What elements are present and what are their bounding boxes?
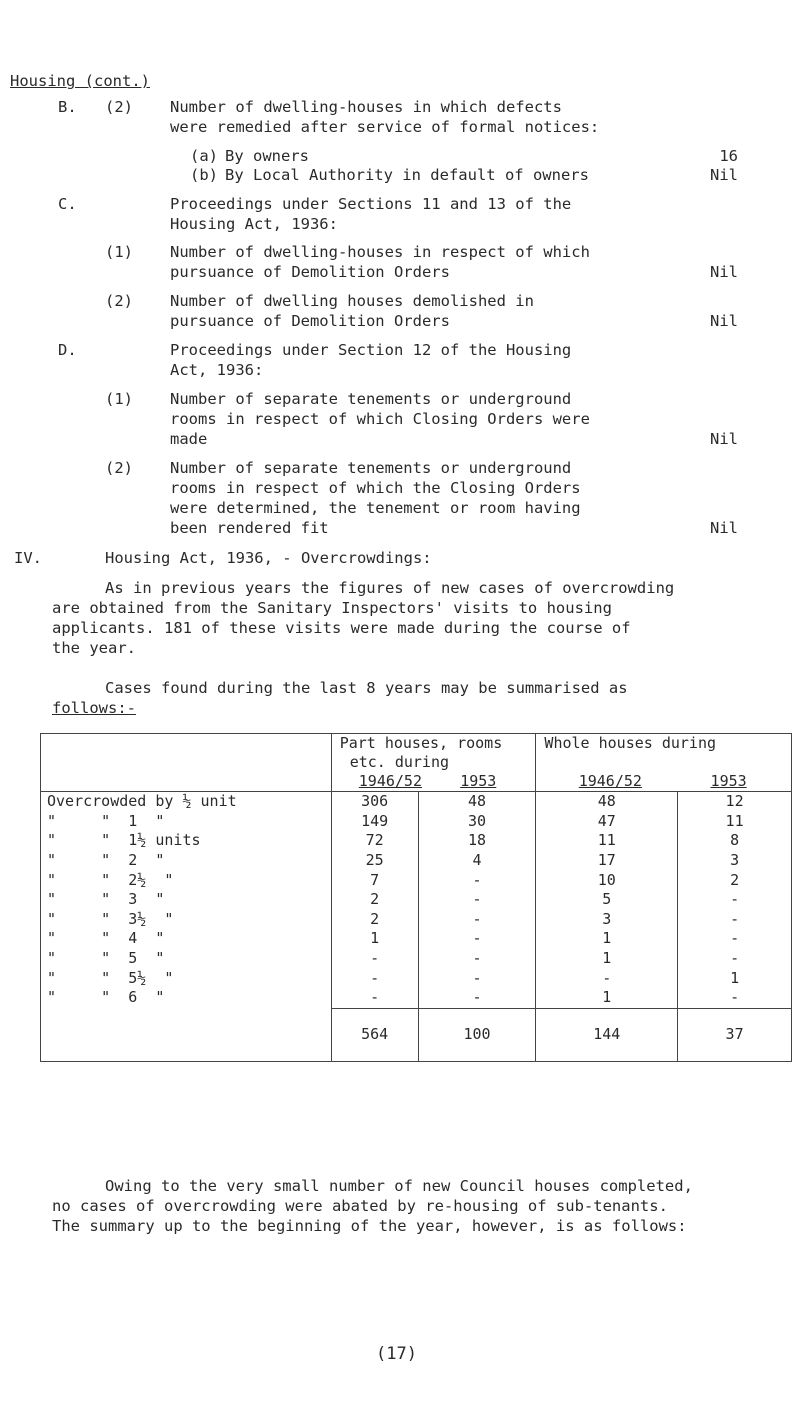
table-cell: 1 — [536, 929, 678, 949]
sub-label: (b) — [190, 166, 218, 184]
table-cell: - — [678, 910, 792, 930]
table-row — [41, 831, 792, 851]
table-cell: - — [678, 890, 792, 910]
total-cell: 564 — [331, 1008, 418, 1061]
table-row — [41, 929, 792, 949]
table-cell: - — [418, 870, 536, 890]
text-line: Number of separate tenements or underground — [170, 459, 572, 477]
paragraph-line: Cases found during the last 8 years may be summarised as — [105, 679, 628, 697]
table-cell: - — [536, 968, 678, 988]
column-header-year: 1953 — [460, 772, 497, 790]
row-label: " " 2 " — [41, 851, 332, 871]
table-cell: 3 — [536, 910, 678, 930]
value: Nil — [710, 430, 738, 448]
table-cell: - — [331, 949, 418, 969]
column-header-year: 1946/52 — [358, 772, 422, 790]
table-cell: 306 — [331, 792, 418, 812]
table-cell: - — [418, 929, 536, 949]
paragraph-line: As in previous years the figures of new cases of overcrowding — [105, 579, 675, 597]
text-line: were remedied after service of formal notices: — [170, 118, 600, 136]
text-line: made — [170, 430, 208, 448]
total-cell: 144 — [536, 1008, 678, 1061]
table-cell: 4 — [418, 851, 536, 871]
table-cell: 8 — [678, 831, 792, 851]
table-cell: 7 — [331, 870, 418, 890]
text-line: pursuance of Demolition Orders — [170, 263, 450, 281]
table-cell: - — [678, 988, 792, 1008]
text-line: rooms in respect of which the Closing Orders — [170, 479, 581, 497]
table-cell: 48 — [418, 792, 536, 812]
text-line: Proceedings under Section 12 of the Housing — [170, 341, 572, 359]
group-header-whole-houses — [536, 734, 792, 792]
table-row — [41, 910, 792, 930]
table-cell: 1 — [331, 929, 418, 949]
text-line: Number of dwelling houses demolished in — [170, 292, 534, 310]
table-cell: - — [678, 929, 792, 949]
row-label: " " 4 " — [41, 929, 332, 949]
table-cell: 5 — [536, 890, 678, 910]
row-label: " " 5 " — [41, 949, 332, 969]
section-numeral-iv: IV. — [14, 549, 42, 567]
table-cell: 30 — [418, 812, 536, 832]
table-cell: - — [331, 968, 418, 988]
table-cell: - — [418, 949, 536, 969]
table-cell: - — [418, 910, 536, 930]
table-cell: - — [418, 968, 536, 988]
text-line: Number of dwelling-houses in which defects — [170, 98, 562, 116]
paragraph-line: applicants. 181 of these visits were made during the course of — [52, 619, 631, 637]
section-letter-b: B. — [58, 98, 77, 116]
table-cell: - — [678, 949, 792, 969]
table-cell: 72 — [331, 831, 418, 851]
table-cell: - — [418, 988, 536, 1008]
corner-cell — [41, 734, 332, 792]
table-row — [41, 792, 792, 812]
table-cell: 25 — [331, 851, 418, 871]
text-line: Housing Act, 1936: — [170, 215, 338, 233]
total-cell: 100 — [418, 1008, 536, 1061]
table-cell: 47 — [536, 812, 678, 832]
section-title: Housing Act, 1936, - Overcrowdings: — [105, 549, 432, 567]
table-cell: 10 — [536, 870, 678, 890]
item-number: (2) — [105, 292, 133, 310]
value: Nil — [710, 263, 738, 281]
text-line: rooms in respect of which Closing Orders were — [170, 410, 590, 428]
group-header-line: Part houses, rooms — [339, 734, 503, 752]
table-cell: 2 — [331, 910, 418, 930]
table-cell: 11 — [536, 831, 678, 851]
row-label: Overcrowded by ½ unit — [41, 792, 332, 812]
paragraph-line: the year. — [52, 639, 136, 657]
totals-row — [41, 1008, 792, 1061]
table-row — [41, 890, 792, 910]
item-number: (2) — [105, 98, 133, 116]
column-header-year: 1953 — [710, 772, 747, 790]
row-label: " " 3½ " — [41, 910, 332, 930]
text-line: were determined, the tenement or room having — [170, 499, 581, 517]
total-cell: 37 — [678, 1008, 792, 1061]
table-cell: 2 — [331, 890, 418, 910]
table-cell: - — [418, 890, 536, 910]
value: Nil — [710, 519, 738, 537]
paragraph-line: are obtained from the Sanitary Inspectors' visits to housing — [52, 599, 612, 617]
table-cell: - — [331, 988, 418, 1008]
table-row — [41, 988, 792, 1008]
table-cell: 1 — [536, 949, 678, 969]
text-line: By Local Authority in default of owners — [225, 166, 589, 184]
table-cell: 18 — [418, 831, 536, 851]
paragraph-line: no cases of overcrowding were abated by re-housing of sub-tenants. — [52, 1197, 668, 1215]
table-cell: 2 — [678, 870, 792, 890]
table-cell: 48 — [536, 792, 678, 812]
table-cell: 3 — [678, 851, 792, 871]
totals-label-cell — [41, 1008, 332, 1061]
row-label: " " 3 " — [41, 890, 332, 910]
item-number: (2) — [105, 459, 133, 477]
table-cell: 17 — [536, 851, 678, 871]
table-row — [41, 851, 792, 871]
page-heading: Housing (cont.) — [10, 72, 150, 90]
group-header-part-houses — [331, 734, 536, 792]
paragraph-line: The summary up to the beginning of the year, however, is as follows: — [52, 1217, 687, 1235]
item-number: (1) — [105, 243, 133, 261]
page-number: (17) — [376, 1344, 417, 1364]
value: Nil — [710, 312, 738, 330]
column-header-year: 1946/52 — [578, 772, 642, 790]
row-label: " " 1 " — [41, 812, 332, 832]
sub-label: (a) — [190, 147, 218, 165]
section-letter-c: C. — [58, 195, 77, 213]
text-line: been rendered fit — [170, 519, 329, 537]
table-cell: 149 — [331, 812, 418, 832]
table-row — [41, 968, 792, 988]
item-number: (1) — [105, 390, 133, 408]
group-header-line: etc. during — [349, 753, 450, 771]
text-line: Number of dwelling-houses in respect of which — [170, 243, 590, 261]
row-label: " " 6 " — [41, 988, 332, 1008]
table-cell: 1 — [536, 988, 678, 1008]
text-line: Act, 1936: — [170, 361, 264, 379]
text-line: Proceedings under Sections 11 and 13 of the — [170, 195, 572, 213]
section-letter-d: D. — [58, 341, 77, 359]
overcrowding-table — [40, 733, 792, 1062]
text-line: pursuance of Demolition Orders — [170, 312, 450, 330]
paragraph-line: Owing to the very small number of new Council houses completed, — [105, 1177, 693, 1195]
row-label: " " 2½ " — [41, 870, 332, 890]
table-row — [41, 870, 792, 890]
table-row — [41, 812, 792, 832]
table-cell: 1 — [678, 968, 792, 988]
paragraph-line: follows:- — [52, 699, 136, 717]
table-cell: 11 — [678, 812, 792, 832]
value: 16 — [719, 147, 738, 165]
text-line: By owners — [225, 147, 309, 165]
row-label: " " 1½ units — [41, 831, 332, 851]
text-line: Number of separate tenements or underground — [170, 390, 572, 408]
value: Nil — [710, 166, 738, 184]
table-row — [41, 949, 792, 969]
table-cell: 12 — [678, 792, 792, 812]
row-label: " " 5½ " — [41, 968, 332, 988]
group-header-line: Whole houses during — [544, 734, 717, 752]
